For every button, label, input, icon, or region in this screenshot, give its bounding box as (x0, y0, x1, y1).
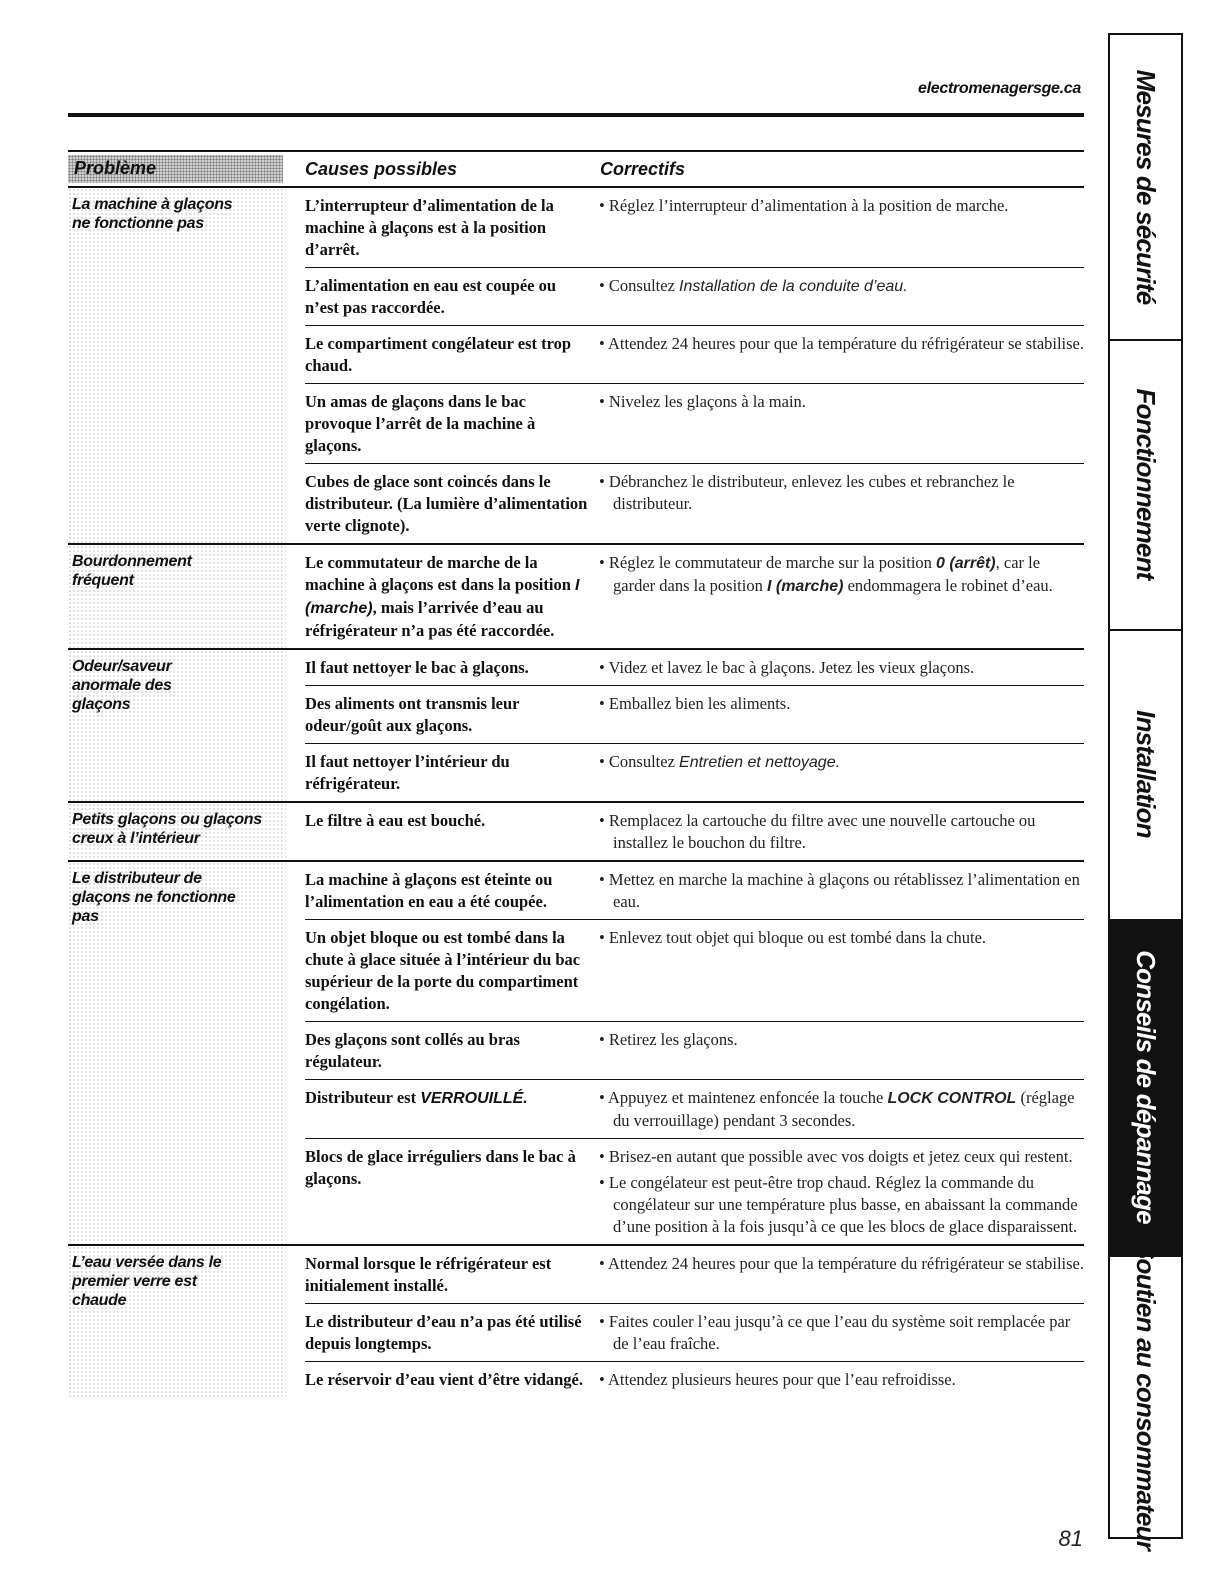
fix-item (599, 693, 1084, 715)
cause-cell (305, 552, 591, 642)
cause-cell: Il faut nettoyer l’intérieur du réfrigérateur. (305, 752, 510, 793)
fix-cell (591, 1369, 1084, 1391)
page-number: 81 (1058, 1526, 1083, 1551)
table-header (68, 150, 1084, 188)
fix-item (599, 1369, 1084, 1391)
problem-label: Odeur/saveur (72, 658, 172, 675)
fix-item (599, 471, 1084, 515)
problem-label: Bourdonnement (72, 553, 192, 570)
text-fragment: Attendez 24 heures pour que la température du réfrigérateur se stabilise. (608, 1254, 1085, 1273)
cause-cell: Normal lorsque le réfrigérateur est initialement installé. (305, 1254, 552, 1295)
cause-cell: Des glaçons sont collés au bras régulateur. (305, 1030, 520, 1071)
causes-header: Causes possibles (305, 159, 458, 179)
fix-item (599, 810, 1084, 854)
fix-cell (591, 1253, 1084, 1297)
text-fragment: Mettez en marche la machine à glaçons ou rétablissez l’alimentation en eau. (608, 870, 1080, 911)
table-row (305, 1079, 1084, 1138)
text-fragment: Emballez bien les aliments. (608, 694, 791, 713)
problem-label: glaçons (72, 696, 131, 713)
side-tabs (1108, 33, 1183, 1551)
side-tab-4[interactable] (1110, 919, 1181, 1257)
troubleshooting-table (68, 188, 1084, 1397)
fix-cell (591, 1087, 1084, 1132)
keyword: VERROUILLÉ. (420, 1090, 528, 1107)
cause-cell: Il faut nettoyer le bac à glaçons. (305, 658, 529, 677)
bullet-icon: • (599, 472, 609, 491)
table-row (305, 325, 1084, 383)
fix-cell (591, 275, 1084, 319)
side-tab-3[interactable] (1110, 629, 1181, 921)
fix-cell (591, 471, 1084, 537)
problem-label: glaçons ne fonctionne (72, 889, 236, 906)
text-fragment: Réglez le commutateur de marche sur la position (608, 553, 937, 572)
problem-section (68, 545, 1084, 650)
table-row (305, 1361, 1084, 1397)
side-tab-5[interactable] (1110, 1241, 1181, 1551)
bullet-icon: • (599, 870, 609, 889)
side-tab-2[interactable] (1110, 339, 1181, 631)
cause-cell: Blocs de glace irréguliers dans le bac à glaçons. (305, 1147, 576, 1188)
keyword: I (marche) (766, 578, 844, 595)
text-fragment: Distributeur est (305, 1088, 421, 1107)
fix-item (599, 1029, 1084, 1051)
text-fragment: Réglez l’interrupteur d’alimentation à la position de marche. (608, 196, 1009, 215)
text-fragment: Enlevez tout objet qui bloque ou est tombé dans la chute. (608, 928, 987, 947)
cause-cell: Le distributeur d’eau n’a pas été utilisé depuis longtemps. (305, 1312, 582, 1353)
problem-label: pas (72, 908, 99, 925)
text-fragment: Videz et lavez le bac à glaçons. Jetez les vieux glaçons. (608, 658, 975, 677)
problem-cell (68, 650, 286, 801)
side-tab-label: Installation (1130, 710, 1161, 838)
text-fragment: Brisez-en autant que possible avec vos doigts et jetez ceux qui restent. (608, 1147, 1073, 1166)
fix-item (599, 391, 1084, 413)
bullet-icon: • (599, 928, 609, 947)
table-row (305, 1246, 1084, 1303)
text-fragment: Appuyez et maintenez enfoncée la touche (608, 1088, 888, 1107)
keyword: I (marche) (305, 577, 580, 617)
table-row (305, 545, 1084, 648)
fix-item (599, 1311, 1084, 1355)
problem-label: La machine à glaçons (72, 196, 233, 213)
problem-section (68, 862, 1084, 1246)
cause-cell (305, 1087, 591, 1132)
table-row (305, 919, 1084, 1021)
bullet-icon: • (599, 694, 609, 713)
text-fragment: Débranchez le distributeur, enlevez les cubes et rebranchez le distributeur. (608, 472, 1015, 513)
text-fragment: , car le garder dans la position (613, 553, 1041, 595)
reference-link: Entretien et nettoyage. (679, 754, 841, 771)
table-row (305, 650, 1084, 685)
problem-section (68, 1246, 1084, 1397)
fix-cell (591, 810, 1084, 854)
table-row (305, 743, 1084, 801)
problem-label: premier verre est (72, 1273, 197, 1290)
text-fragment: Attendez plusieurs heures pour que l’eau refroidisse. (608, 1370, 956, 1389)
fixes-header: Correctifs (600, 159, 686, 179)
problem-section (68, 188, 1084, 545)
text-fragment: Le commutateur de marche de la machine à glaçons est dans la position (305, 553, 575, 594)
fix-cell (591, 333, 1084, 377)
problem-cell (68, 803, 286, 860)
table-row (305, 383, 1084, 463)
problem-cell (68, 545, 286, 648)
cause-cell: Un objet bloque ou est tombé dans la chute à glace située à l’intérieur du bac supérieur de la porte du compartiment congélation. (305, 928, 581, 1013)
text-fragment: Faites couler l’eau jusqu’à ce que l’eau du système soit remplacée par de l’eau fraîche. (608, 1312, 1071, 1353)
bullet-icon: • (599, 1370, 608, 1389)
fix-cell (591, 657, 1084, 679)
bullet-icon: • (599, 1147, 609, 1166)
table-row (305, 1138, 1084, 1244)
top-rule (68, 113, 1084, 117)
fix-item (599, 195, 1084, 217)
text-fragment: Remplacez la cartouche du filtre avec une nouvelle cartouche ou installez le bouchon du filtre. (608, 811, 1036, 852)
fix-item (599, 552, 1084, 598)
problem-label: ne fonctionne pas (72, 215, 204, 232)
side-tab-label: Soutien au consommateur (1130, 1241, 1161, 1551)
table-row (305, 862, 1084, 919)
fix-cell (591, 869, 1084, 913)
text-fragment: endommagera le robinet d’eau. (843, 576, 1053, 595)
text-fragment: Nivelez les glaçons à la main. (608, 392, 806, 411)
bullet-icon: • (599, 1088, 608, 1107)
problem-label: Petits glaçons ou glaçons (72, 811, 262, 828)
table-row (305, 1303, 1084, 1361)
text-fragment: , mais l’arrivée d’eau au réfrigérateur n’a pas été raccordée. (305, 598, 555, 640)
text-fragment: Consultez (608, 752, 680, 771)
bullet-icon: • (599, 1173, 609, 1192)
table-row (305, 463, 1084, 543)
fix-cell (591, 552, 1084, 642)
side-tab-label: Fonctionnement (1130, 388, 1161, 580)
problem-header: Problème (68, 155, 283, 183)
table-row (305, 267, 1084, 325)
cause-cell: L’alimentation en eau est coupée ou n’est pas raccordée. (305, 276, 557, 317)
bullet-icon: • (599, 1030, 609, 1049)
fix-cell (591, 1146, 1084, 1238)
problem-cell (68, 188, 286, 543)
problem-cell (68, 1246, 286, 1397)
fix-cell (591, 391, 1084, 457)
table-row (305, 1021, 1084, 1079)
fix-item (599, 1146, 1084, 1168)
cause-cell: L’interrupteur d’alimentation de la machine à glaçons est à la position d’arrêt. (305, 196, 554, 259)
cause-cell: Le compartiment congélateur est trop chaud. (305, 334, 572, 375)
text-fragment: Retirez les glaçons. (608, 1030, 738, 1049)
fix-item (599, 751, 1084, 774)
fix-cell (591, 693, 1084, 737)
problem-section (68, 650, 1084, 803)
problem-label: creux à l’intérieur (72, 830, 200, 847)
fix-item (599, 1087, 1084, 1132)
fix-item (599, 657, 1084, 679)
cause-cell: Le filtre à eau est bouché. (305, 811, 486, 830)
problem-section (68, 803, 1084, 862)
site-url: electromenagersge.ca (918, 80, 1081, 97)
text-fragment: (réglage du verrouillage) pendant 3 secondes. (613, 1088, 1075, 1130)
bullet-icon: • (599, 752, 609, 771)
side-tab-1[interactable] (1110, 35, 1181, 341)
fix-item (599, 333, 1084, 355)
bullet-icon: • (599, 392, 609, 411)
fix-item (599, 275, 1084, 298)
side-tab-label: Conseils de dépannage (1130, 950, 1161, 1224)
fix-item (599, 1253, 1084, 1275)
bullet-icon: • (599, 1254, 608, 1273)
reference-link: Installation de la conduite d’eau. (679, 278, 908, 295)
text-fragment: Consultez (608, 276, 680, 295)
bullet-icon: • (599, 196, 609, 215)
fix-cell (591, 195, 1084, 261)
table-row (305, 685, 1084, 743)
keyword: 0 (arrêt) (936, 555, 996, 572)
table-row (305, 188, 1084, 267)
keyword: LOCK CONTROL (887, 1090, 1017, 1107)
problem-label: anormale des (72, 677, 172, 694)
problem-label: chaude (72, 1292, 127, 1309)
bullet-icon: • (599, 658, 609, 677)
bullet-icon: • (599, 1312, 609, 1331)
fix-cell (591, 927, 1084, 1015)
bullet-icon: • (599, 276, 609, 295)
cause-cell: Des aliments ont transmis leur odeur/goût aux glaçons. (305, 694, 520, 735)
table-row (305, 803, 1084, 860)
bullet-icon: • (599, 334, 608, 353)
fix-item (599, 869, 1084, 913)
text-fragment: Attendez 24 heures pour que la température du réfrigérateur se stabilise. (608, 334, 1085, 353)
text-fragment: Le congélateur est peut-être trop chaud. Réglez la commande du congélateur sur une température plus basse, en abaissant la commande d’une position à la fois jusqu’à ce que les blocs de glace disparaissent. (608, 1173, 1078, 1236)
problem-label: L’eau versée dans le (72, 1254, 222, 1271)
fix-cell (591, 1311, 1084, 1355)
problem-label: Le distributeur de (72, 870, 202, 887)
side-tab-label: Mesures de sécurité (1130, 69, 1161, 305)
fix-item (599, 1172, 1084, 1238)
fix-cell (591, 1029, 1084, 1073)
cause-cell: Cubes de glace sont coincés dans le distributeur. (La lumière d’alimentation verte clignote). (305, 472, 588, 535)
problem-label: fréquent (72, 572, 134, 589)
problem-cell (68, 862, 286, 1244)
bullet-icon: • (599, 811, 609, 830)
cause-cell: Le réservoir d’eau vient d’être vidangé. (305, 1370, 584, 1389)
bullet-icon: • (599, 553, 609, 572)
fix-cell (591, 751, 1084, 795)
cause-cell: Un amas de glaçons dans le bac provoque l’arrêt de la machine à glaçons. (305, 392, 536, 455)
fix-item (599, 927, 1084, 949)
cause-cell: La machine à glaçons est éteinte ou l’alimentation en eau a été coupée. (305, 870, 553, 911)
